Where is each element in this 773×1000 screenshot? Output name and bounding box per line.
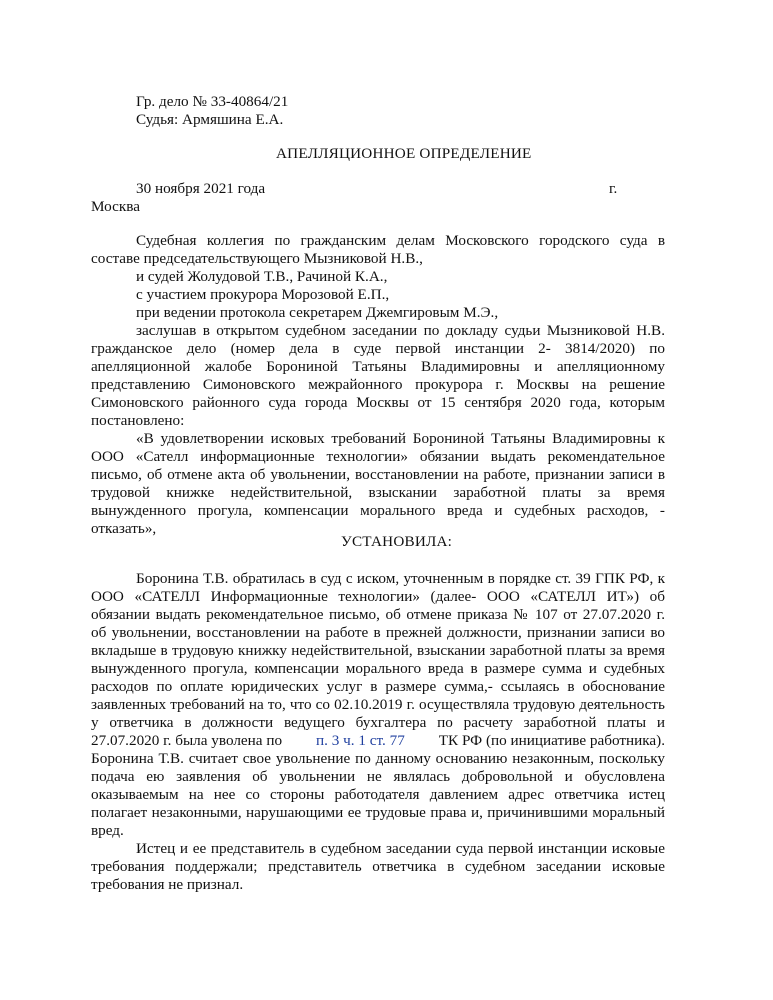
intro-line-1: Судебная коллегия по гражданским делам Московского городского суда в xyxy=(136,232,665,249)
body-p1-line-5: вкладыше в трудовую книжку недействительной, взыскании заработной платы за время xyxy=(91,642,665,659)
intro-line-2: составе председательствующего Мызниковой Н.В., xyxy=(91,250,423,267)
quote-line-6: отказать», xyxy=(91,520,157,537)
document-date: 30 ноября 2021 года xyxy=(136,180,266,197)
city-prefix: г. xyxy=(609,180,618,197)
intro-line-3: и судей Жолудовой Т.В., Рачиной К.А., xyxy=(136,268,388,285)
body-p1-line-1: Боронина Т.В. обратилась в суд с иском, уточненным в порядке ст. 39 ГПК РФ, к xyxy=(136,570,665,587)
body-p1-line-4: об увольнении, восстановлении на работе в прежней должности, признании записи во xyxy=(91,624,665,641)
section-title: УСТАНОВИЛА: xyxy=(341,533,453,550)
body-p2-line-2: требования поддержали; представитель ответчика в судебном заседании исковые xyxy=(91,858,665,875)
body-p2-line-1: Истец и ее представитель в судебном заседании суда первой инстанции исковые xyxy=(136,840,665,857)
body-p1-line-9: у ответчика в должности ведущего бухгалтера по расчету заработной платы и xyxy=(91,714,665,731)
body-p1-line-10-end: ТК РФ (по инициативе работника). xyxy=(438,732,665,749)
body-p1-line-10-start: 27.07.2020 г. была уволена по xyxy=(91,732,283,749)
quote-line-2: ООО «Сателл информационные технологии» обязании выдать рекомендательное xyxy=(91,448,665,465)
body-p1-line-10 xyxy=(91,731,665,750)
body-p1-line-15: вред. xyxy=(91,822,124,839)
body-p1-line-14: полагает незаконными, нарушающими ее трудовые права и, причинившими моральный xyxy=(91,804,665,821)
body-p2-line-3: требования не признал. xyxy=(91,876,244,893)
quote-line-3: письмо, об отмене акта об увольнении, восстановлении на работе, признании записи в xyxy=(91,466,665,483)
body-p1-line-2: ООО «САТЕЛЛ Информационные технологии» (далее- ООО «САТЕЛЛ ИТ») об xyxy=(91,588,665,605)
intro-line-11: постановлено: xyxy=(91,412,185,429)
intro-line-6: заслушав в открытом судебном заседании по докладу судьи Мызниковой Н.В. xyxy=(136,322,665,339)
intro-line-4: с участием прокурора Морозовой Е.П., xyxy=(136,286,390,303)
quote-line-5: вынужденного прогула, компенсации морального вреда и судебных расходов, - xyxy=(91,502,665,519)
body-p1-line-6: вынужденного прогула, компенсации морального вреда в размере сумма и судебных xyxy=(91,660,665,677)
labor-code-article-link[interactable]: п. 3 ч. 1 ст. 77 xyxy=(316,732,405,749)
body-p1-line-12: подача ею заявления об увольнении не являлась добровольной и обусловлена xyxy=(91,768,665,785)
intro-line-9: представлению Симоновского межрайонного прокурора г. Москвы на решение xyxy=(91,376,665,393)
document-title: АПЕЛЛЯЦИОННОЕ ОПРЕДЕЛЕНИЕ xyxy=(276,145,532,162)
body-p1-line-7: расходов по оплате юридических услуг в размере сумма,- ссылаясь в обоснование xyxy=(91,678,665,695)
body-p1-line-8: заявленных требований на то, что со 02.10.2019 г. осуществляла трудовую деятельность xyxy=(91,696,665,713)
city-name: Москва xyxy=(91,198,140,215)
quote-line-1: «В удовлетворении исковых требований Борониной Татьяны Владимировны к xyxy=(136,430,665,447)
body-p1-line-3: обязании выдать рекомендательное письмо, об отмене приказа № 107 от 27.07.2020 г. xyxy=(91,606,665,623)
intro-line-5: при ведении протокола секретарем Джемгировым М.Э., xyxy=(136,304,499,321)
case-number: Гр. дело № 33-40864/21 xyxy=(136,93,289,110)
body-p1-line-13: оказываемым на нее со стороны работодателя давлением адрес ответчика истец xyxy=(91,786,665,803)
intro-line-10: Симоновского районного суда города Москвы от 15 сентября 2020 года, которым xyxy=(91,394,665,411)
intro-line-7: гражданское дело (номер дела в суде первой инстанции 2- 3814/2020) по xyxy=(91,340,665,357)
body-p1-line-11: Боронина Т.В. считает свое увольнение по данному основанию незаконным, поскольку xyxy=(91,750,665,767)
quote-line-4: трудовой книжке недействительной, взыскании заработной платы за время xyxy=(91,484,665,501)
judge-name: Судья: Армяшина Е.А. xyxy=(136,111,284,128)
intro-line-8: апелляционной жалобе Борониной Татьяны Владимировны и апелляционному xyxy=(91,358,665,375)
